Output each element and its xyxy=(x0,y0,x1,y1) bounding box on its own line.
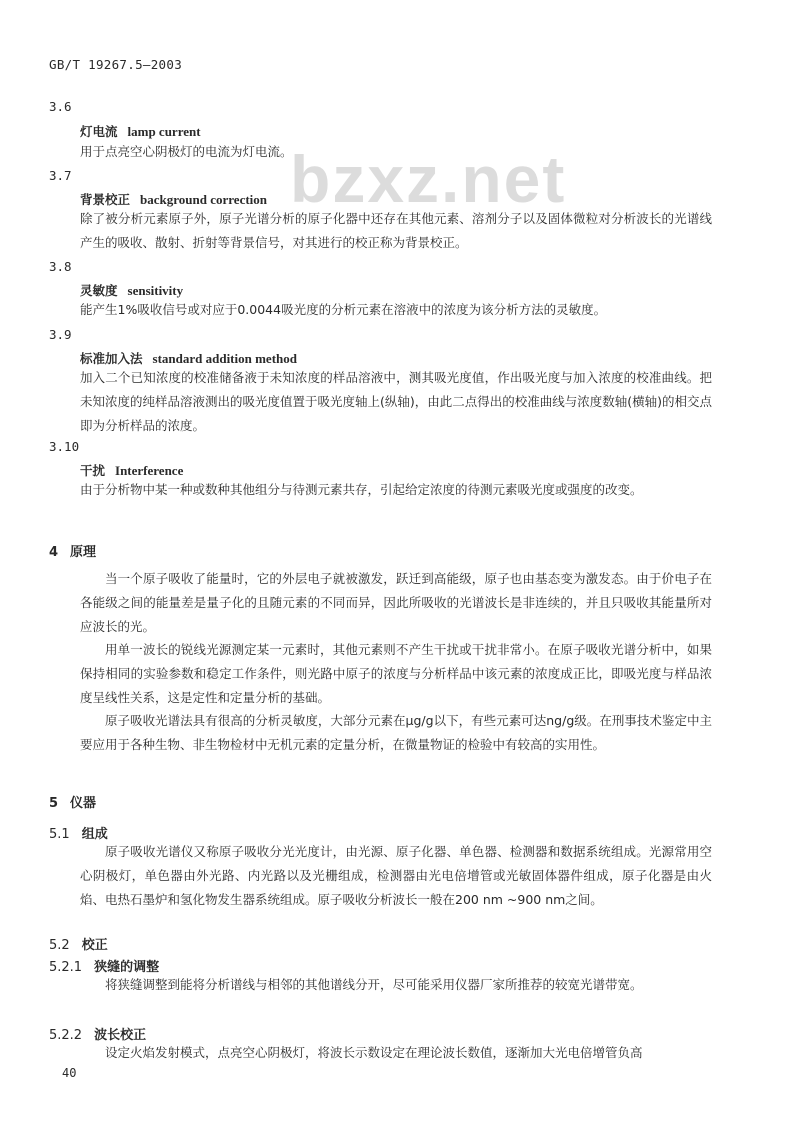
standard-number-header: GB/T 19267.5—2003 xyxy=(49,57,183,72)
term-english: Interference xyxy=(115,463,184,478)
section-4-heading xyxy=(49,541,96,560)
section-5-2-1-text: 将狭缝调整到能将分析谱线与相邻的其他谱线分开，尽可能采用仪器厂家所推荐的较宽光谱带宽。 xyxy=(105,977,643,992)
section-3-10-term xyxy=(80,461,183,479)
term-chinese: 灵敏度 xyxy=(80,283,118,298)
section-3-10-number: 3.10 xyxy=(49,439,80,454)
term-english: standard addition method xyxy=(152,351,297,366)
section-3-8-term xyxy=(80,281,183,299)
section-3-7-number: 3.7 xyxy=(49,168,72,183)
section-3-6-number: 3.6 xyxy=(49,99,72,114)
principle-paragraph-2: 用单一波长的锐线光源测定某一元素时，其他元素则不产生干扰或干扰非常小。在原子吸收光谱分析中，如果保持相同的实验参数和稳定工作条件，则光路中原子的浓度与分析样品中该元素的浓度成正比，即吸光度与样品浓度呈线性关系，这是定性和定量分析的基础。 xyxy=(80,642,712,705)
section-5-number: 5 xyxy=(49,796,59,811)
section-3-6-definition: 用于点亮空心阴极灯的电流为灯电流。 xyxy=(80,144,293,159)
section-5-heading xyxy=(49,792,96,811)
section-3-10-definition: 由于分析物中某一种或数种其他组分与待测元素共存，引起给定浓度的待测元素吸光度或强度的改变。 xyxy=(80,482,643,497)
principle-paragraph-3: 原子吸收光谱法具有很高的分析灵敏度，大部分元素在μg/g以下，有些元素可达ng/g级。在刑事技术鉴定中主要应用于各种生物、非生物检材中无机元素的定量分析，在微量物证的检验中有较高的实用性。 xyxy=(80,713,712,752)
term-chinese: 背景校正 xyxy=(80,192,131,207)
section-3-8-number: 3.8 xyxy=(49,259,72,274)
section-4-number: 4 xyxy=(49,545,59,560)
section-3-6-term xyxy=(80,122,201,140)
section-3-9-definition: 加入二个已知浓度的校准储备液于未知浓度的样品溶液中，测其吸光度值，作出吸光度与加入浓度的校准曲线。把未知浓度的纯样品溶液测出的吸光度值置于吸光度轴上(纵轴)，由此二点得出的校准曲线与浓度数轴(横轴)的相交点即为分析样品的浓度。 xyxy=(80,370,713,433)
term-chinese: 标准加入法 xyxy=(80,351,143,366)
section-5-1-title: 组成 xyxy=(81,827,108,842)
section-5-2-title: 校正 xyxy=(81,938,108,953)
section-3-7-definition: 除了被分析元素原子外，原子光谱分析的原子化器中还存在其他元素、溶剂分子以及固体微粒对分析波长的光谱线产生的吸收、散射、折射等背景信号，对其进行的校正称为背景校正。 xyxy=(80,211,712,250)
section-5-1-text: 原子吸收光谱仪又称原子吸收分光光度计，由光源、原子化器、单色器、检测器和数据系统组成。光源常用空心阴极灯，单色器由外光路、内光路以及光栅组成，检测器由光电倍增管或光敏固体器件组成，原子化器是由火焰、电热石墨炉和氢化物发生器系统组成。原子吸收分析波长一般在200 nm ~900 nm之间。 xyxy=(80,844,712,907)
page-number: 40 xyxy=(62,1066,77,1080)
principle-paragraph-1: 当一个原子吸收了能量时，它的外层电子就被激发，跃迁到高能级，原子也由基态变为激发态。由于价电子在各能级之间的能量差是量子化的且随元素的不同而异，因此所吸收的光谱波长是非连续的，并且只吸收其能量所对应波长的光。 xyxy=(80,571,712,634)
section-3-8-definition: 能产生1%吸收信号或对应于0.0044吸光度的分析元素在溶液中的浓度为该分析方法的灵敏度。 xyxy=(80,302,607,317)
watermark: bzxz.net xyxy=(290,142,567,216)
section-5-2-2-text: 设定火焰发射模式，点亮空心阴极灯，将波长示数设定在理论波长数值，逐渐加大光电倍增管负高 xyxy=(105,1045,643,1060)
section-3-9-number: 3.9 xyxy=(49,327,72,342)
section-5-2-2-title: 波长校正 xyxy=(94,1028,147,1043)
section-3-9-term xyxy=(80,349,297,367)
term-chinese: 灯电流 xyxy=(80,124,118,139)
section-5-title: 仪器 xyxy=(70,796,97,811)
section-5-2-1-number: 5.2.1 xyxy=(49,960,83,975)
section-5-2-heading xyxy=(49,934,108,953)
section-3-7-term xyxy=(80,190,267,208)
term-english: lamp current xyxy=(127,124,201,139)
term-english: background correction xyxy=(140,192,268,207)
section-5-1-number: 5.1 xyxy=(49,827,70,842)
term-english: sensitivity xyxy=(127,283,184,298)
term-chinese: 干扰 xyxy=(80,463,106,478)
section-5-2-2-number: 5.2.2 xyxy=(49,1028,83,1043)
section-5-2-1-title: 狭缝的调整 xyxy=(94,960,160,975)
section-4-title: 原理 xyxy=(70,545,97,560)
section-5-2-number: 5.2 xyxy=(49,938,70,953)
